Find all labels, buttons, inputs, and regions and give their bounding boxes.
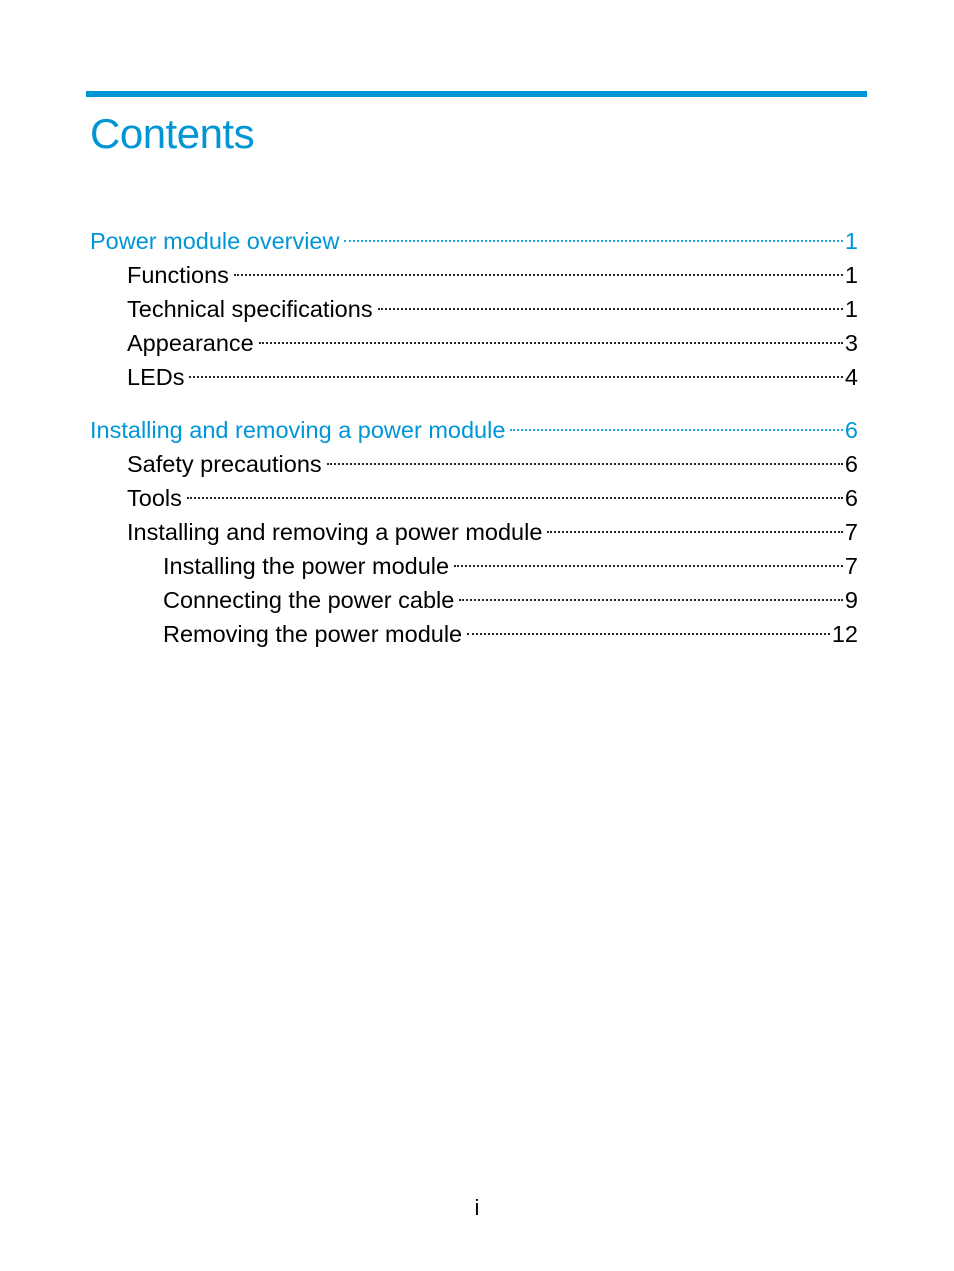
toc-entry-leds[interactable] (90, 360, 858, 394)
toc-entry-page: 4 (844, 364, 858, 390)
dot-leader (187, 497, 843, 499)
toc-entry-label: Safety precautions (127, 451, 322, 477)
toc-entry-functions[interactable] (90, 258, 858, 292)
toc-entry-page: 7 (844, 519, 858, 545)
dot-leader (259, 342, 843, 344)
toc-entry-technical-specifications[interactable] (90, 292, 858, 326)
toc-entry-label: Installing the power module (163, 553, 450, 579)
page-title: Contents (90, 110, 255, 157)
dot-leader (467, 633, 830, 635)
toc-entry-label: Functions (127, 262, 229, 288)
toc-entry-label: Appearance (127, 330, 254, 356)
toc-entry-page: 6 (844, 417, 858, 443)
toc-entry-page: 3 (844, 330, 858, 356)
dot-leader (459, 599, 843, 601)
toc-entry-installing-the-power-module[interactable] (90, 549, 858, 583)
toc-entry-label: Removing the power module (163, 621, 463, 647)
toc-entry-page: 1 (844, 296, 858, 322)
toc-entry-installing-and-removing[interactable] (90, 413, 858, 447)
toc-entry-label: Installing and removing a power module (90, 417, 506, 443)
title-rule (86, 91, 867, 97)
dot-leader (344, 240, 842, 242)
table-of-contents (90, 224, 858, 651)
toc-entry-label: Installing and removing a power module (127, 519, 543, 545)
toc-entry-page: 1 (844, 262, 858, 288)
toc-entry-appearance[interactable] (90, 326, 858, 360)
toc-entry-safety-precautions[interactable] (90, 447, 858, 481)
dot-leader (327, 463, 843, 465)
toc-entry-page: 12 (831, 621, 858, 647)
toc-entry-page: 1 (844, 228, 858, 254)
page-number: i (474, 1195, 480, 1220)
dot-leader (454, 565, 843, 567)
dot-leader (547, 531, 843, 533)
toc-entry-label: Technical specifications (127, 296, 373, 322)
toc-entry-page: 9 (844, 587, 858, 613)
toc-entry-label: LEDs (127, 364, 185, 390)
toc-entry-label: Power module overview (90, 228, 340, 254)
toc-entry-page: 6 (844, 485, 858, 511)
toc-entry-tools[interactable] (90, 481, 858, 515)
dot-leader (378, 308, 843, 310)
toc-entry-page: 7 (844, 553, 858, 579)
dot-leader (510, 429, 843, 431)
toc-entry-power-module-overview[interactable] (90, 224, 858, 258)
dot-leader (234, 274, 843, 276)
toc-entry-removing-the-power-module[interactable] (90, 617, 858, 651)
toc-entry-connecting-the-power-cable[interactable] (90, 583, 858, 617)
toc-entry-label: Tools (127, 485, 182, 511)
toc-entry-label: Connecting the power cable (163, 587, 455, 613)
dot-leader (189, 376, 842, 378)
toc-entry-page: 6 (844, 451, 858, 477)
toc-entry-installing-and-removing-subsection[interactable] (90, 515, 858, 549)
